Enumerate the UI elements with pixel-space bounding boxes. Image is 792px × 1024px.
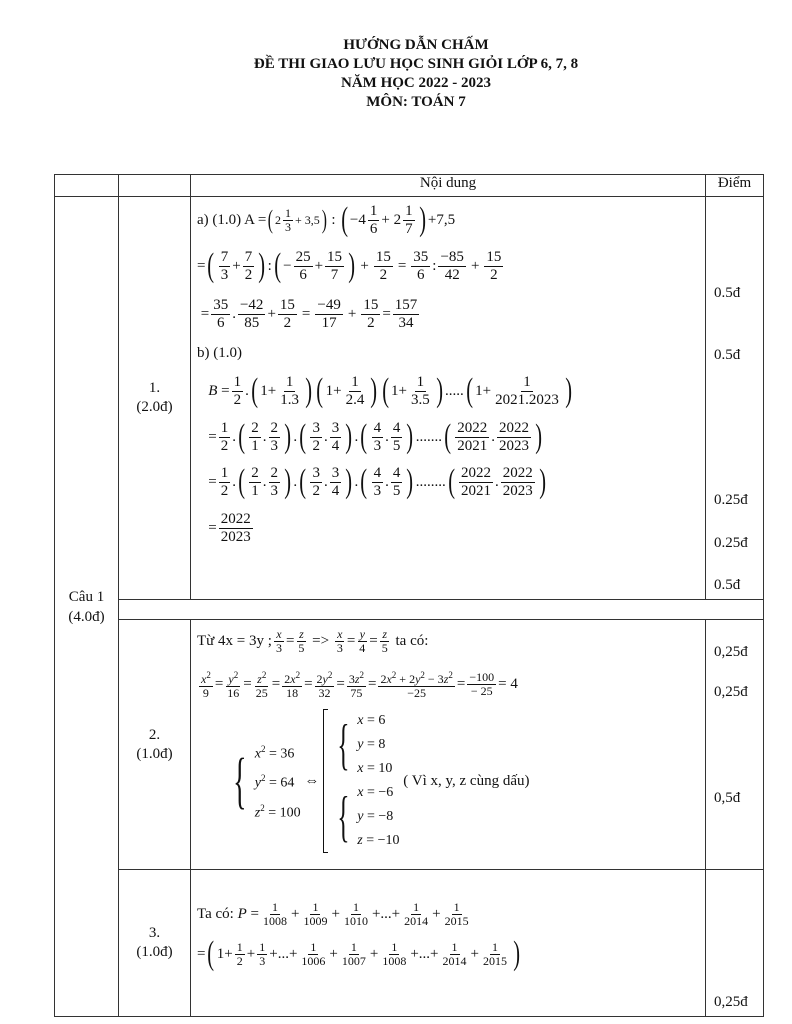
score-1: 0.5đ — [714, 285, 741, 301]
eq-a-line: a) (1.0) A = ( 2 1 3 + 3,5 ) : ( −4 1 6 + 2 1 7 ) +7,5 — [197, 201, 456, 238]
question-cell — [55, 197, 119, 1017]
score-9: 0,25đ — [714, 994, 748, 1010]
taco2-label: Ta có: — [197, 905, 234, 922]
eq-3-def: Ta có: P = 1 1008 + 1 1009 + 1 1010 +...+ 1 2014 + 1 2015 — [197, 899, 469, 928]
part1-points: (2.0đ) — [136, 399, 173, 415]
question-label: Câu 1 — [68, 588, 105, 605]
same-sign-note: ( Vì x, y, z cùng dấu) — [403, 772, 530, 789]
eq-a-step2: = 35 6 . −42 85 + $\frac{15}{2}$ = $\frac{-49}{17}$ + $\frac{15}{2}$ = 157 34 — [197, 296, 418, 331]
eq-3-step1: = ( 1+ 1 2 + 1 3 +...+ 1 1006 + 1 1007 + 1 1008 +...+ 1 2014 + 1 2015 ) — [197, 935, 521, 972]
eq-b-result: = 2022 2023 — [197, 510, 251, 545]
document-header — [0, 36, 792, 112]
title-line-2: ĐỀ THI GIAO LƯU HỌC SINH GIỎI LỚP 6, 7, 8 — [253, 56, 579, 72]
part1-label: 1. — [148, 380, 161, 396]
score-2: 0.5đ — [714, 347, 741, 363]
question-points: (4.0đ) — [68, 608, 105, 625]
part1-cell — [119, 197, 191, 600]
header-score: Điểm — [706, 175, 764, 197]
score-6: 0,25đ — [714, 644, 748, 660]
part1-scores — [706, 197, 764, 600]
eq-2-ratios: $x^2$ 9 = $y^2$ 16 = $z^2$ 25 = $2x^2$ 18 = $2y^2$ 32 = $3z^2$ 75 = $2x^2 + 2y^2 - 3z^2$ −25 = −100 − 25 = 4 — [201, 669, 518, 700]
table-row-part1 — [55, 197, 764, 600]
table-row-part2 — [55, 620, 764, 870]
title-line-1: HƯỚNG DẪN CHẤM — [343, 37, 489, 53]
system-squares: { $x^2 = 36$ $y^2 = 64$ $z^2 = 100$ — [233, 743, 301, 821]
taco-label: ta có: — [395, 632, 429, 649]
part3-label: 3. — [148, 925, 161, 941]
part3-points: (1.0đ) — [136, 944, 173, 960]
table-row-part3 — [55, 870, 764, 1017]
score-7: 0,25đ — [714, 684, 748, 700]
part2-cell — [119, 620, 191, 870]
part3-cell — [119, 870, 191, 1017]
part2-points: (1.0đ) — [136, 745, 173, 762]
title-line-4: MÔN: TOÁN 7 — [366, 94, 466, 110]
table-row-spacer — [55, 600, 764, 620]
header-cell-empty-1 — [55, 175, 119, 197]
part3-scores — [706, 870, 764, 1017]
part2-content — [191, 620, 706, 870]
eq-2-given: Từ 4x = 3y ; x 3 = z 5 => x 3 = y 4 = z 5 ta có: — [197, 626, 429, 655]
score-4: 0.25đ — [714, 535, 748, 551]
given-equation: 4x = 3y ; — [218, 632, 272, 649]
part2-label: 2. — [148, 726, 161, 743]
score-8: 0,5đ — [714, 790, 741, 806]
score-5: 0.5đ — [714, 577, 741, 593]
eq-a-step1: = ( 7 3 + 7 2 ) : ( − 25 6 + 15 7 ) + $\frac{15}{2}$ = $\frac{35}{6}$ : −85 42 + $\frac{15}{2}$ — [197, 247, 502, 284]
part2-scores — [706, 620, 764, 870]
eq-b-step1: = 1 2 . ( 2 1 . 2 3 ) . ( 3 2 . 3 4 ) . ( 4 3 . 4 5 ) ....... ( 2022 2021 . 2022 2023 ) — [197, 418, 543, 455]
title-line-3: NĂM HỌC 2022 - 2023 — [341, 75, 491, 91]
part-a-label: a) (1.0) A = — [197, 211, 267, 228]
system-solutions: { x = 6 y = 8 x = 10 { x = −6 y = −8 z = −10 — [323, 709, 399, 853]
eq-2-system: { $x^2 = 36$ $y^2 = 64$ $z^2 = 100$ ⇔ { x = 6 y = 8 x = 10 { x = −6 y = −8 z = −10 ( Vì x, y, z cùng dấu) — [197, 706, 705, 856]
header-content: Nội dung — [191, 175, 706, 197]
part3-content — [191, 870, 706, 1017]
spacer-cell — [119, 600, 764, 620]
part-b-label: b) (1.0) — [197, 344, 242, 361]
tu-label: Từ — [197, 632, 215, 649]
grading-table — [54, 174, 764, 1017]
header-cell-empty-2 — [119, 175, 191, 197]
eq-b-def: B = 1 2 . ( 1+ 1 1.3 ) ( 1+ 1 2.4 ) ( 1+ 1 3.5 ) ..... ( 1+ 1 2021.2023 ) — [208, 372, 572, 409]
table-header-row — [55, 175, 764, 197]
part1-content — [191, 197, 706, 600]
score-3: 0.25đ — [714, 492, 748, 508]
eq-b-step2: = 1 2 . ( 2 1 . 2 3 ) . ( 3 2 . 3 4 ) . ( 4 3 . 4 5 ) ........ ( 2022 2021 . 2022 2023 ) — [197, 463, 546, 500]
